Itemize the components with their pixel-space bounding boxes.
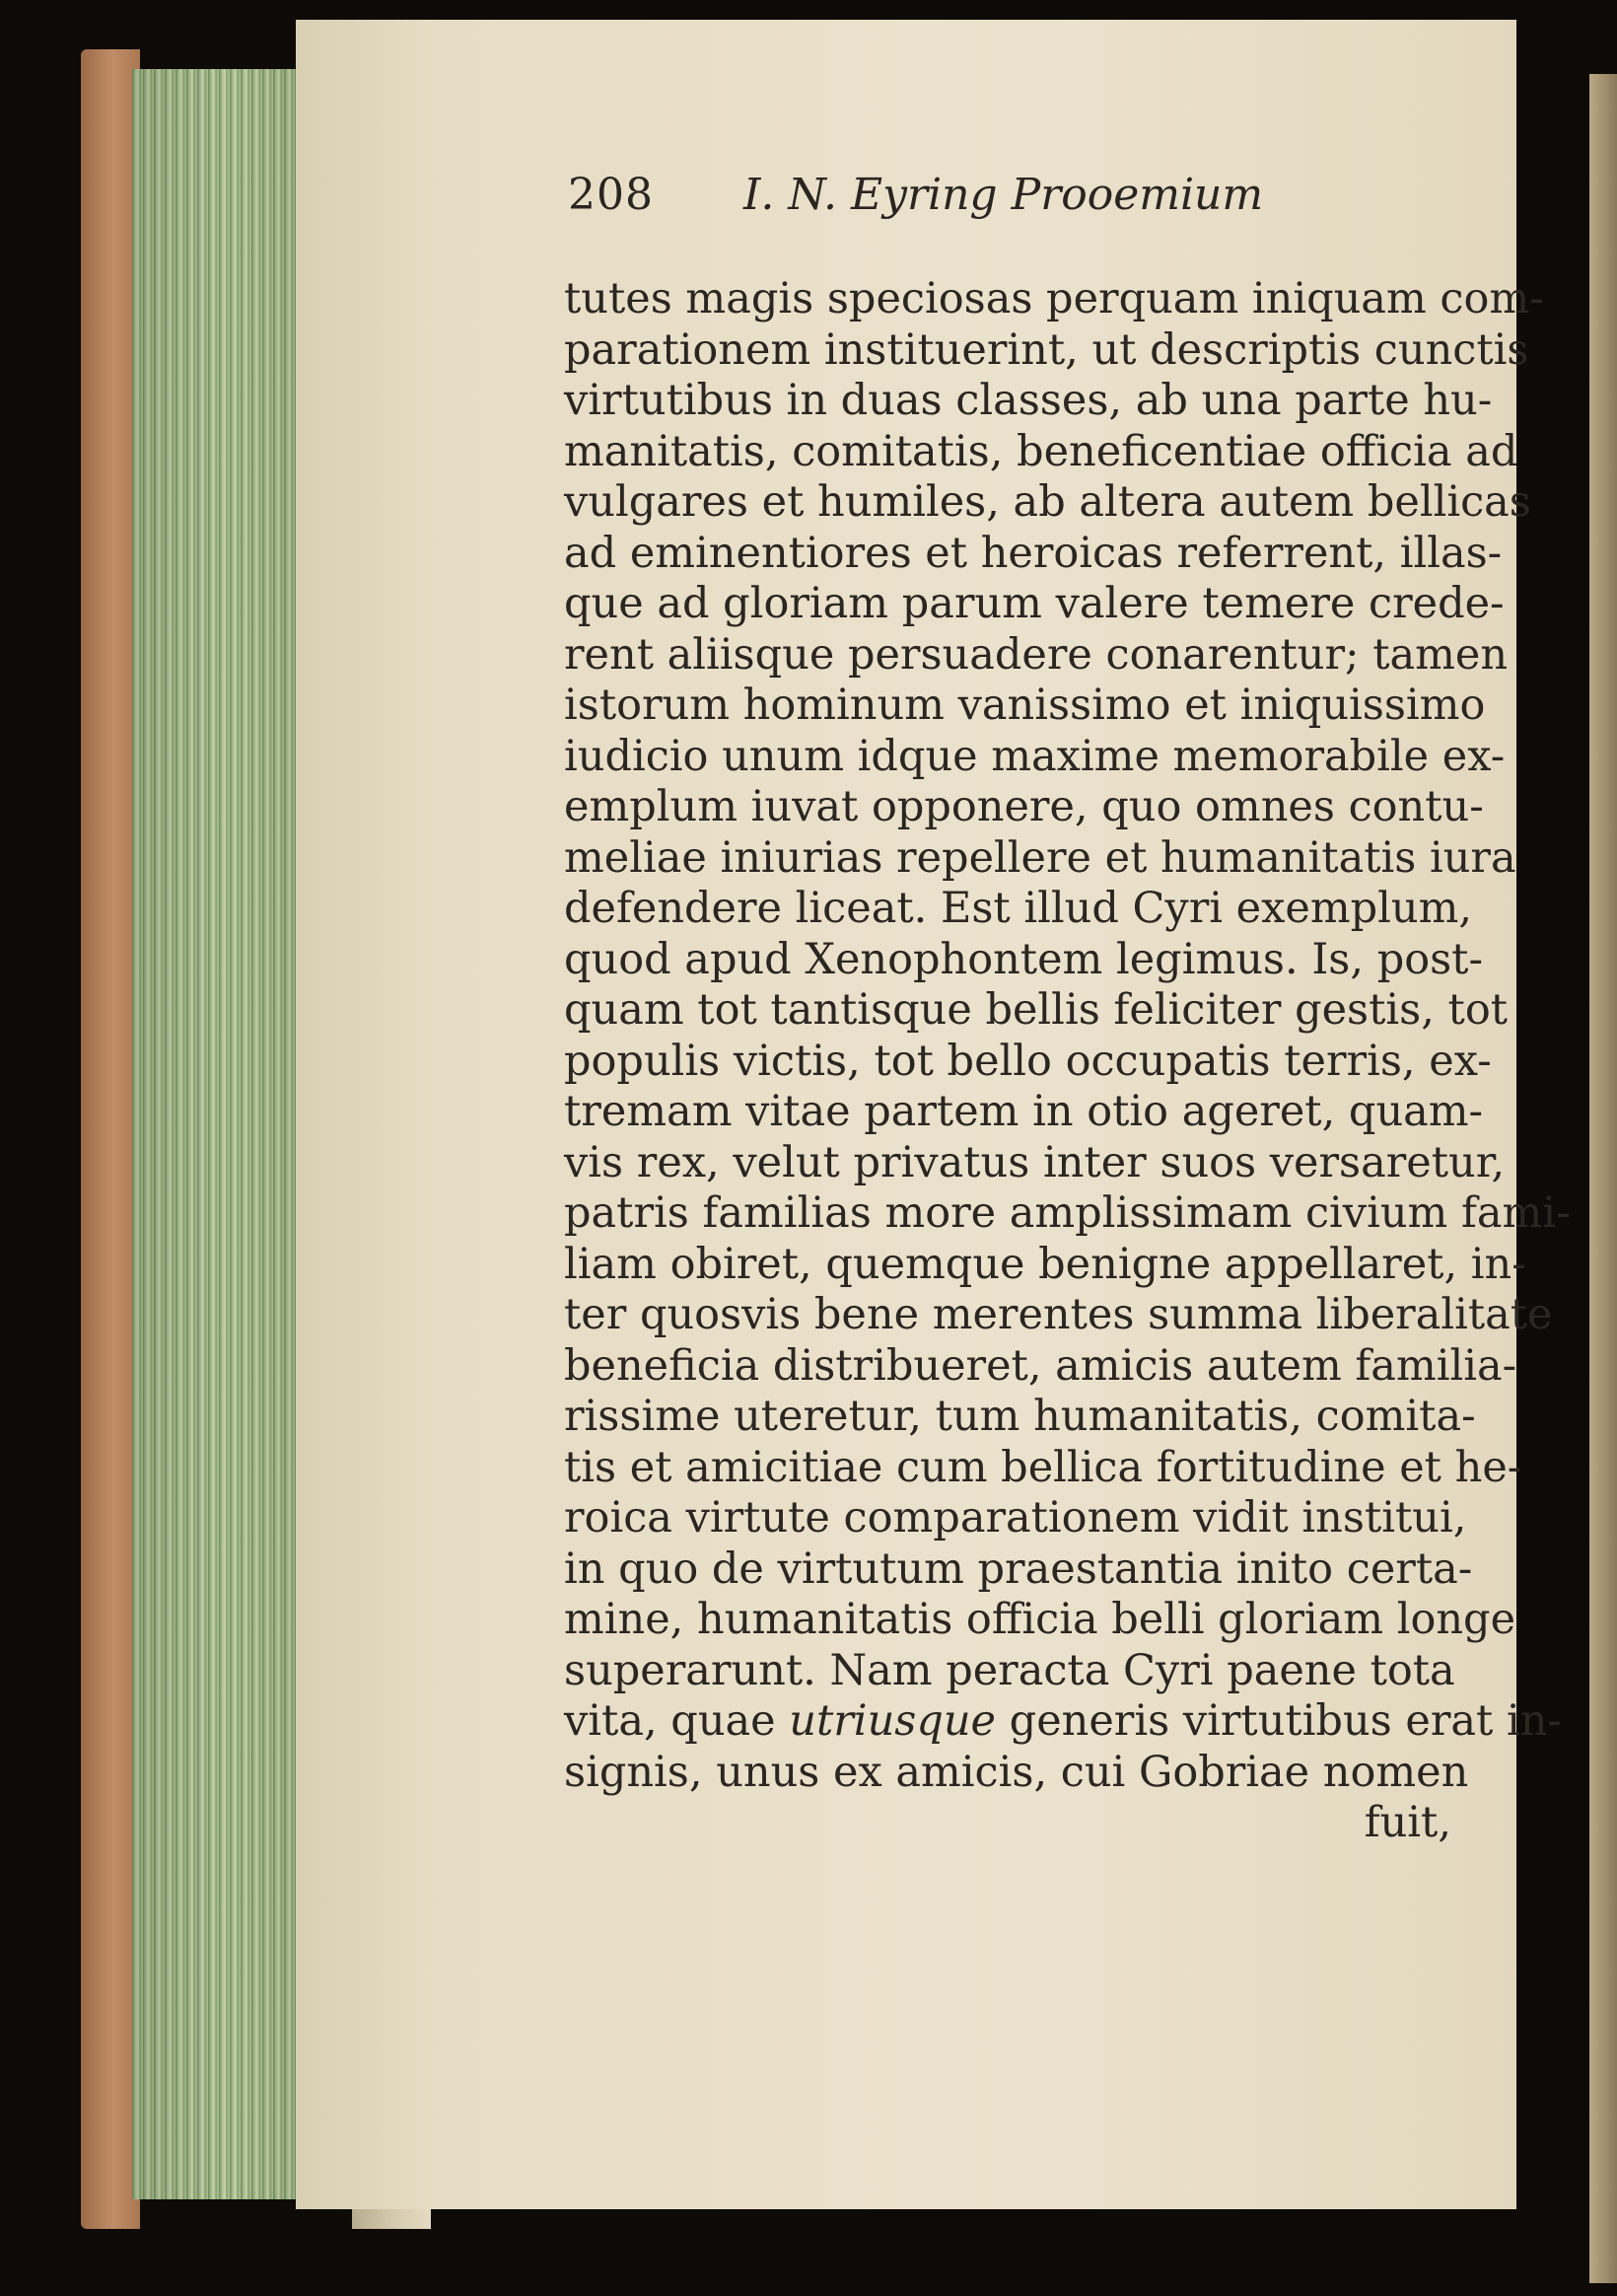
italic-word: utriusque bbox=[789, 1696, 996, 1746]
catchword: fuit, bbox=[1364, 1798, 1451, 1847]
text-line: istorum hominum vanissimo et iniquissimo bbox=[564, 681, 1486, 730]
running-head: I. N. Eyring Prooemium bbox=[743, 170, 1264, 220]
text-fragment: generis virtutibus erat in- bbox=[996, 1696, 1562, 1746]
text-line: vulgares et humiles, ab altera autem bellicas bbox=[564, 477, 1531, 527]
text-line: parationem instituerint, ut descriptis cunctis bbox=[564, 324, 1529, 375]
text-line: superarunt. Nam peracta Cyri paene tota bbox=[564, 1645, 1455, 1695]
text-line: vis rex, velut privatus inter suos versaretur, bbox=[564, 1137, 1506, 1187]
text-line: roica virtute comparationem vidit institui, bbox=[564, 1493, 1467, 1543]
page-number: 208 bbox=[568, 170, 654, 220]
text-line: tis et amicitiae cum bellica fortitudine et he- bbox=[564, 1442, 1522, 1492]
text-line: tutes magis speciosas perquam iniquam com- bbox=[564, 274, 1544, 323]
text-line: meliae iniurias repellere et humanitatis iura bbox=[564, 832, 1516, 883]
text-line: rissime uteretur, tum humanitatis, comita- bbox=[564, 1392, 1476, 1441]
facing-page-edge bbox=[1589, 74, 1617, 2283]
text-line: patris familias more amplissimam civium fami- bbox=[564, 1188, 1571, 1238]
text-line: in quo de virtutum praestantia inito certa- bbox=[564, 1543, 1473, 1594]
text-line: ad eminentiores et heroicas referrent, illas- bbox=[564, 528, 1503, 578]
text-line-with-italic bbox=[564, 1696, 1562, 1748]
text-line: que ad gloriam parum valere temere crede- bbox=[564, 579, 1505, 628]
text-fragment: vita, quae bbox=[564, 1696, 790, 1746]
text-line: iudicio unum idque maxime memorabile ex- bbox=[564, 731, 1506, 781]
text-line: virtutibus in duas classes, ab una parte hu- bbox=[564, 376, 1493, 425]
text-line: populis victis, tot bello occupatis terris, ex- bbox=[564, 1036, 1492, 1086]
text-line: ter quosvis bene merentes summa liberalitate bbox=[564, 1290, 1553, 1339]
text-line: mine, humanitatis officia belli gloriam longe bbox=[564, 1595, 1516, 1644]
text-line: quam tot tantisque bellis feliciter gestis, tot bbox=[564, 985, 1509, 1035]
text-line: emplum iuvat opponere, quo omnes contu- bbox=[564, 782, 1484, 831]
text-line: beneficia distribueret, amicis autem familia- bbox=[564, 1340, 1517, 1391]
text-line: liam obiret, quemque benigne appellaret, in- bbox=[564, 1239, 1526, 1289]
body-text bbox=[564, 274, 1571, 1849]
text-line: defendere liceat. Est illud Cyri exemplum, bbox=[564, 884, 1473, 933]
text-line: manitatis, comitatis, beneficentiae officia ad bbox=[564, 426, 1518, 476]
text-line: signis, unus ex amicis, cui Gobriae nomen bbox=[564, 1747, 1469, 1797]
text-line: rent aliisque persuadere conarentur; tamen bbox=[564, 629, 1509, 680]
book-cover-edge bbox=[81, 49, 140, 2229]
text-line: tremam vitae partem in otio ageret, quam- bbox=[564, 1087, 1484, 1136]
page-header bbox=[568, 170, 1298, 239]
text-line: quod apud Xenophontem legimus. Is, post- bbox=[564, 934, 1483, 984]
